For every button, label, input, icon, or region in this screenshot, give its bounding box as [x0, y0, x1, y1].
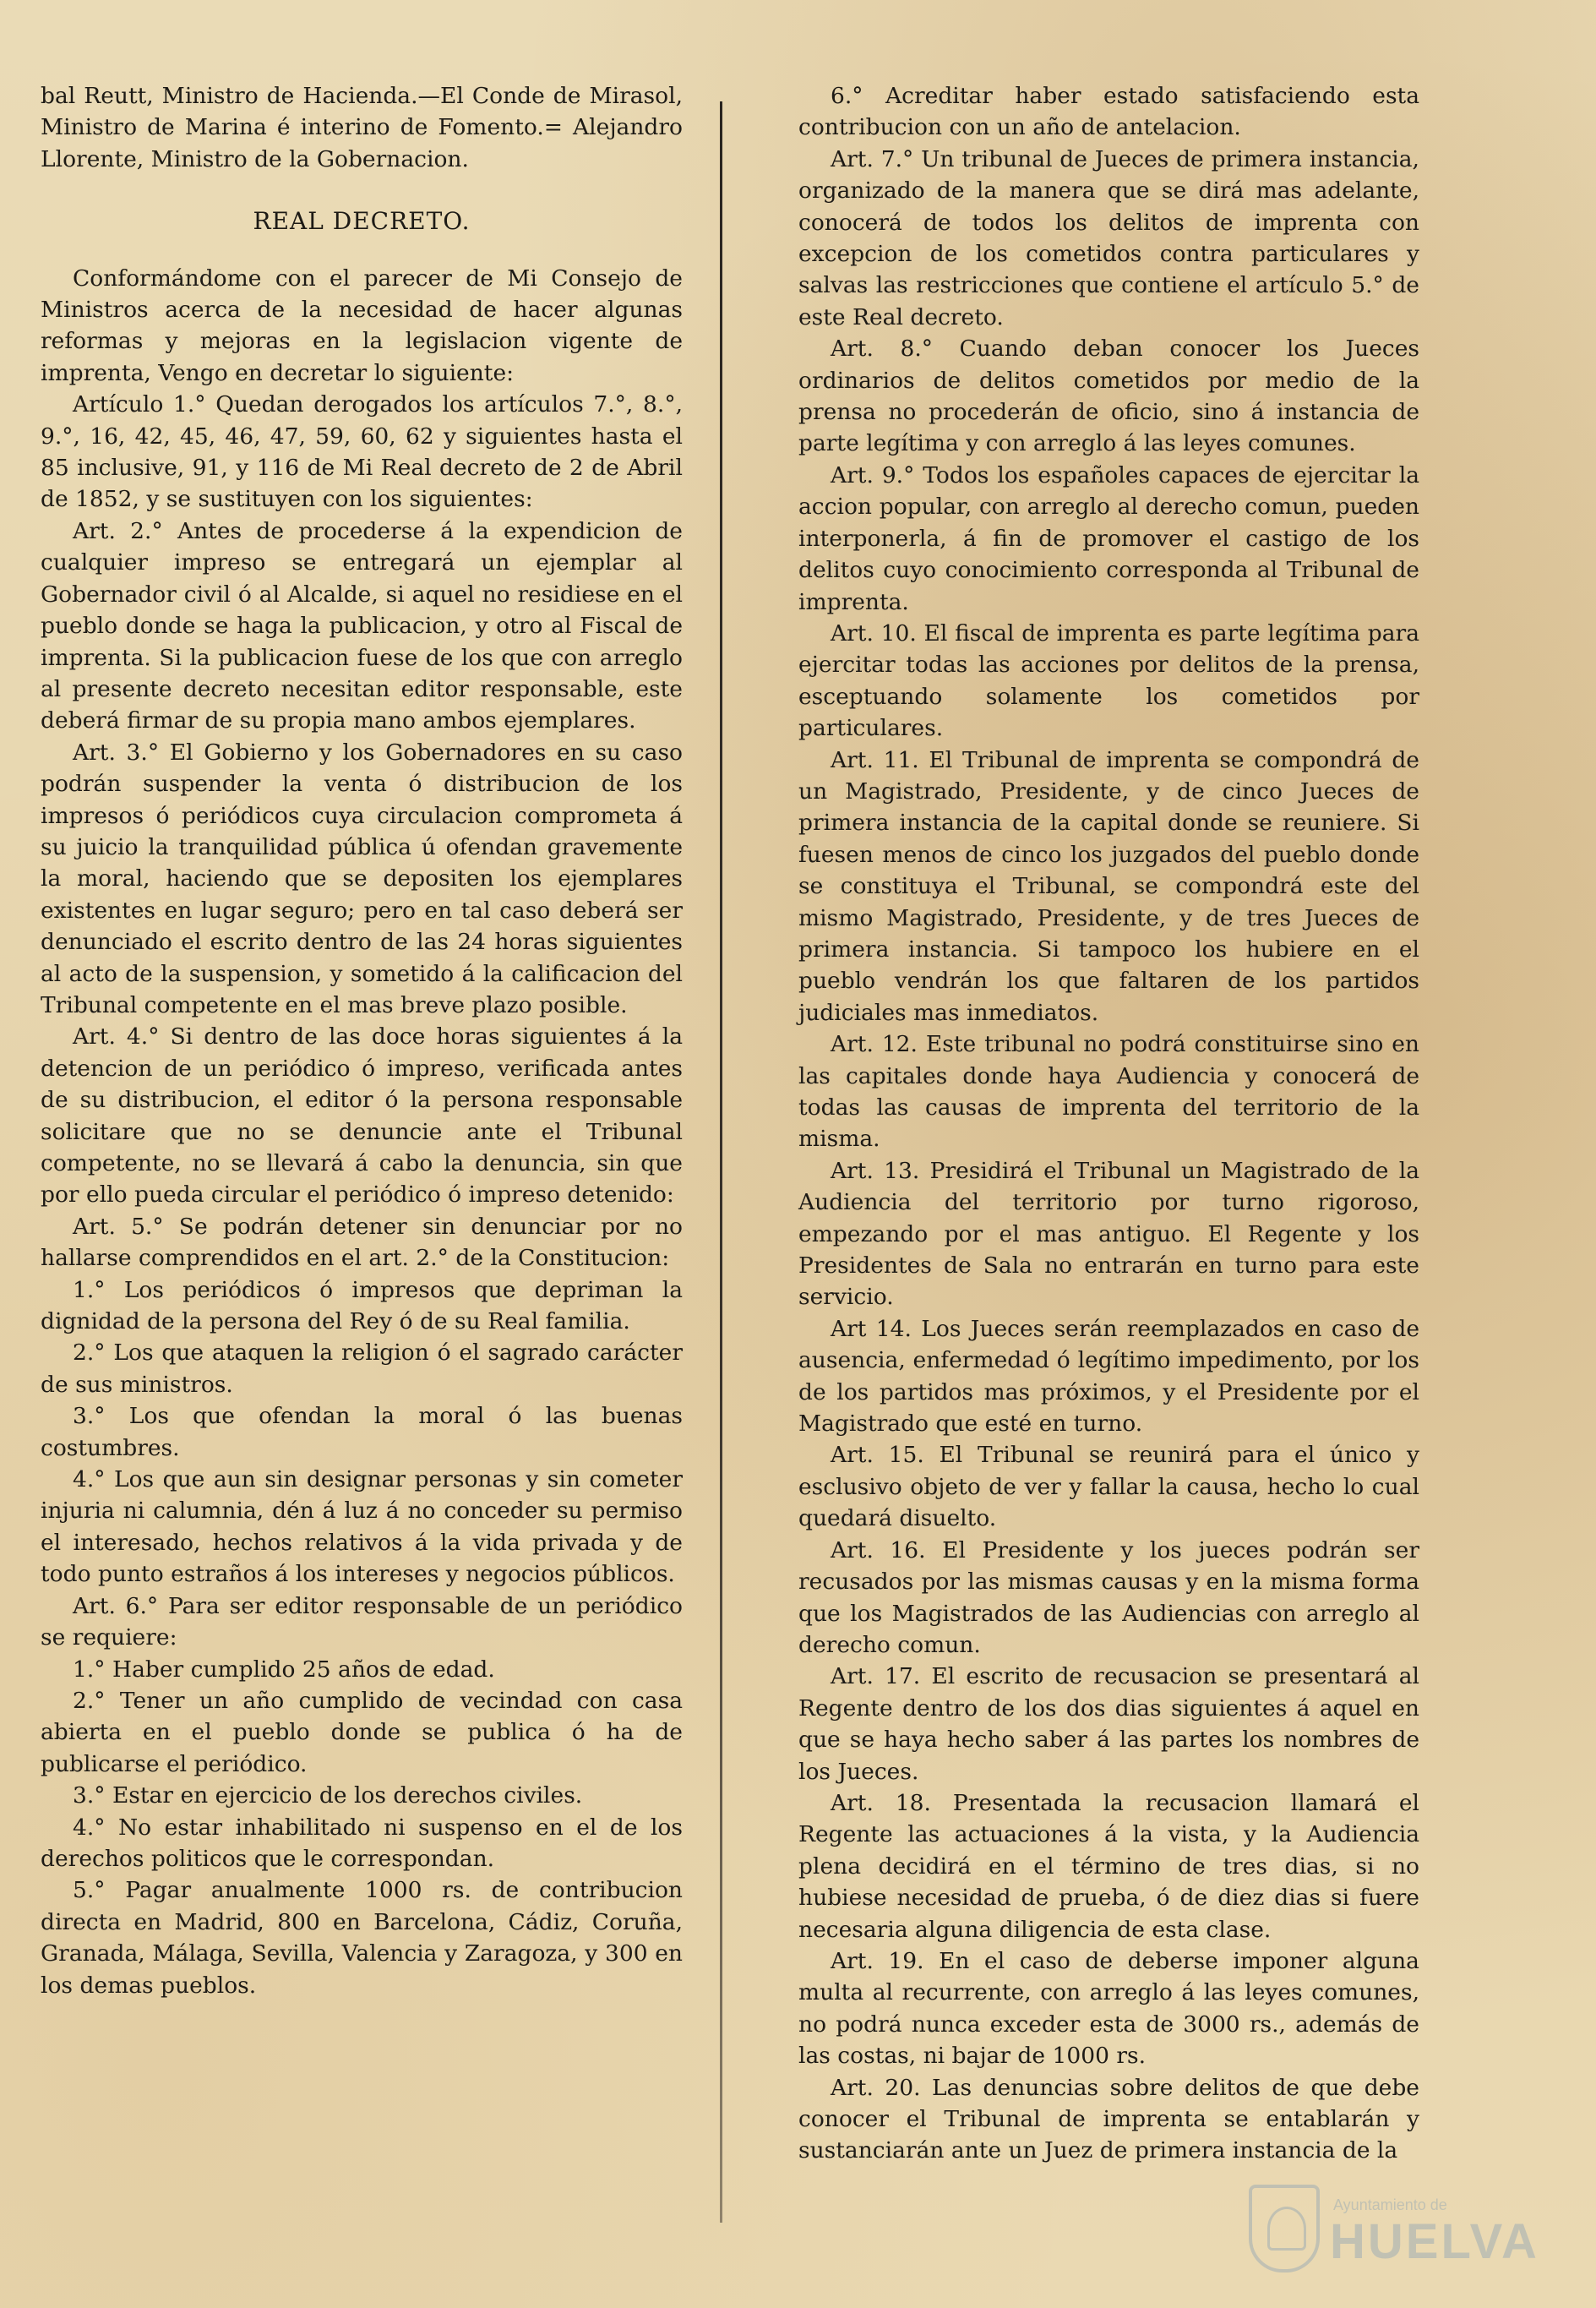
paragraph: 5.° Pagar anualmente 1000 rs. de contribucion directa en Madrid, 800 en Barcelona, Cádiz, Coruña, Granada, Málaga, Sevilla, Valencia y Zaragoza, y 300 en los demas pueblos. — [41, 1877, 683, 1999]
paragraph: Art. 17. El escrito de recusacion se presentará al Regente dentro de los dos dias siguientes á aquel en que se haya hecho saber á las partes los nombres de los Jueces. — [798, 1663, 1419, 1785]
section-heading: REAL DECRETO. — [253, 207, 471, 236]
paragraph: 6.° Acreditar haber estado satisfaciendo esta contribucion con un año de antelacion. — [798, 83, 1419, 141]
paragraph: Art. 2.° Antes de procederse á la expendicion de cualquier impreso se entregará un ejemplar al Gobernador civil ó al Alcalde, si aquel no residiese en el pueblo donde se haga la publicacion, y otro al Fiscal de imprenta. Si la publicacion fuese de los que con arreglo al presente decreto necesitan editor responsable, este deberá firmar de su propia mano ambos ejemplares. — [41, 517, 683, 734]
paragraph: Art. 11. El Tribunal de imprenta se compondrá de un Magistrado, Presidente, y de cinco Jueces de primera instancia de la capital donde se reuniere. Si fuesen menos de cinco los juzgados del pueblo donde se constituya el Tribunal, se compondrá este del mismo Magistrado, Presidente, y de tres Jueces de primera instancia. Si tampoco los hubiere en el pueblo vendrán los que faltaren de los partidos judiciales mas inmediatos. — [798, 746, 1419, 1026]
left-column — [41, 80, 683, 2001]
paragraph: Art. 18. Presentada la recusacion llamará el Regente las actuaciones á la vista, y la Audiencia plena decidirá en el término de tres dias, si no hubiese necesidad de prueba, ó de diez dias si fuere necesaria alguna diligencia de esta clase. — [798, 1789, 1419, 1943]
paragraph: 3.° Estar en ejercicio de los derechos civiles. — [73, 1782, 583, 1809]
paragraph: 4.° Los que aun sin designar personas y sin cometer injuria ni calumnia, dén á luz á no conceder su permiso el interesado, hechos relativos á la vida privada y de todo punto estraños á los intereses y negocios públicos. — [41, 1466, 683, 1588]
paragraph: Art. 6.° Para ser editor responsable de un periódico se requiere: — [41, 1592, 683, 1651]
watermark-small-text: Ayuntamiento de — [1333, 2196, 1447, 2213]
right-column — [798, 80, 1419, 2167]
paragraph: bal Reutt, Ministro de Hacienda.—El Conde de Mirasol, Ministro de Marina é interino de Fomento.= Alejandro Llorente, Ministro de la Gobernacion. — [41, 83, 683, 172]
paragraph: Art. 16. El Presidente y los jueces podrán ser recusados por las mismas causas y en la misma forma que los Magistrados de las Audiencias con arreglo al derecho comun. — [798, 1536, 1419, 1658]
paragraph: Art. 9.° Todos los españoles capaces de ejercitar la accion popular, con arreglo al derecho comun, pueden interponerla, á fin de promover el castigo de los delitos cuyo conocimiento corresponda al Tribunal de imprenta. — [798, 461, 1419, 615]
paragraph: Art. 12. Este tribunal no podrá constituirse sino en las capitales donde haya Audiencia y conocerá de todas las causas de imprenta del territorio de la misma. — [798, 1031, 1419, 1153]
paragraph: 2.° Tener un año cumplido de vecindad con casa abierta en el pueblo donde se publica ó ha de publicarse el periódico. — [41, 1687, 683, 1777]
paragraph: Conformándome con el parecer de Mi Consejo de Ministros acerca de la necesidad de hacer algunas reformas y mejoras en la legislacion vigente de imprenta, Vengo en decretar lo siguiente: — [41, 265, 683, 386]
paragraph: 1.° Haber cumplido 25 años de edad. — [73, 1656, 495, 1683]
paragraph: 3.° Los que ofendan la moral ó las buenas costumbres. — [41, 1403, 683, 1461]
paragraph: 1.° Los periódicos ó impresos que depriman la dignidad de la persona del Rey ó de su Real familia. — [41, 1276, 683, 1335]
paragraph: Art. 5.° Se podrán detener sin denunciar por no hallarse comprendidos en el art. 2.° de la Constitucion: — [41, 1213, 683, 1272]
paragraph: Art. 20. Las denuncias sobre delitos de que debe conocer el Tribunal de imprenta se entablarán y sustanciarán ante un Juez de primera instancia de la — [798, 2074, 1419, 2164]
coat-of-arms-icon — [1249, 2185, 1320, 2273]
paragraph: Art. 15. El Tribunal se reunirá para el único y esclusivo objeto de ver y fallar la causa, hecho lo cual quedará disuelto. — [798, 1442, 1419, 1532]
paragraph: Artículo 1.° Quedan derogados los artículos 7.°, 8.°, 9.°, 16, 42, 45, 46, 47, 59, 60, 62 y siguientes hasta el 85 inclusive, 91, y 116 de Mi Real decreto de 2 de Abril de 1852, y se sustituyen con los siguientes: — [41, 391, 683, 513]
paragraph: Art. 19. En el caso de deberse imponer alguna multa al recurrente, con arreglo á las leyes comunes, no podrá nunca exceder esta de 3000 rs., además de las costas, ni bajar de 1000 rs. — [798, 1947, 1419, 2070]
paragraph: Art. 7.° Un tribunal de Jueces de primera instancia, organizado de la manera que se dirá mas adelante, conocerá de todos los delitos de imprenta con excepcion de los cometidos contra particulares y salvas las restricciones que contiene el artículo 5.° de este Real decreto. — [798, 145, 1419, 330]
paragraph: Art. 8.° Cuando deban conocer los Jueces ordinarios de delitos cometidos por medio de la prensa no procederán de oficio, sino á instancia de parte legítima y con arreglo á las leyes comunes. — [798, 336, 1419, 457]
paragraph: 2.° Los que ataquen la religion ó el sagrado carácter de sus ministros. — [41, 1340, 683, 1398]
archive-watermark-logo — [1249, 2185, 1539, 2278]
paragraph: Art. 13. Presidirá el Tribunal un Magistrado de la Audiencia del territorio por turno rigoroso, empezando por el mas antiguo. El Regente y los Presidentes de Sala no entrarán en turno para este servicio. — [798, 1157, 1419, 1311]
paragraph: Art 14. Los Jueces serán reemplazados en caso de ausencia, enfermedad ó legítimo impedimento, por los de los partidos mas próximos, y el Presidente por el Magistrado que esté en turno. — [798, 1315, 1419, 1438]
paragraph: Art. 3.° El Gobierno y los Gobernadores en su caso podrán suspender la venta ó distribucion de los impresos ó periódicos cuya circulacion comprometa á su juicio la tranquilidad pública ú ofendan gravemente la moral, haciendo que se depositen los ejemplares existentes en lugar seguro; pero en tal caso deberá ser denunciado el escrito dentro de las 24 horas siguientes al acto de la suspension, y sometido á la calificacion del Tribunal competente en el mas breve plazo posible. — [41, 739, 683, 1018]
column-divider — [720, 101, 722, 2223]
paragraph: Art. 10. El fiscal de imprenta es parte legítima para ejercitar todas las acciones por delitos de la prensa, esceptuando solamente los cometidos por particulares. — [798, 619, 1419, 742]
watermark-big-text: HUELVA — [1330, 2214, 1539, 2269]
paragraph: 4.° No estar inhabilitado ni suspenso en el de los derechos politicos que le correspondan. — [41, 1814, 683, 1872]
paragraph: Art. 4.° Si dentro de las doce horas siguientes á la detencion de un periódico ó impreso, verificada antes de su distribucion, el editor ó la persona responsable solicitare que no se denuncie ante el Tribunal competente, no se llevará á cabo la denuncia, sin que por ello pueda circular el periódico ó impreso detenido: — [41, 1023, 683, 1209]
